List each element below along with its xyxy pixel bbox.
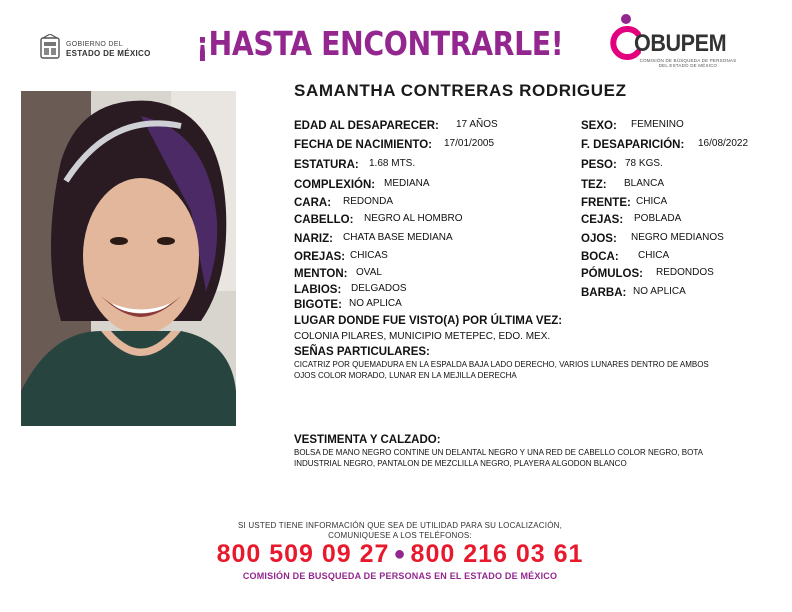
- senas-line1: CICATRIZ POR QUEMADURA EN LA ESPALDA BAJA LADO DERECHO, VARIOS LUNARES DENTRO DE AMBOS: [294, 360, 709, 369]
- lugar-value: COLONIA PILARES, MUNICIPIO METEPEC, EDO. MEX.: [294, 331, 551, 342]
- ojos-value: NEGRO MEDIANOS: [631, 232, 724, 243]
- vestimenta-line2: INDUSTRIAL NEGRO, PANTALON DE MEZCLILLA NEGRO, PLAYERA ALGODON BLANCO: [294, 459, 627, 468]
- footer-info-line1: SI USTED TIENE INFORMACIÓN QUE SEA DE UTILIDAD PARA SU LOCALIZACIÓN,: [237, 521, 563, 530]
- peso-label: PESO:: [581, 159, 617, 171]
- nariz-label: NARIZ:: [294, 233, 333, 245]
- pomulos-label: PÓMULOS:: [581, 268, 643, 280]
- tez-value: BLANCA: [624, 178, 665, 189]
- person-name: SAMANTHA CONTRERAS RODRIGUEZ: [294, 81, 627, 100]
- cobupem-subtitle: COMISIÓN DE BÚSQUEDA DE PERSONAS DEL ESTADO DE MÉXICO: [639, 58, 737, 68]
- gobierno-estado-mexico-logo: [38, 34, 158, 64]
- estatura-label: ESTATURA:: [294, 159, 359, 171]
- senas-line2: OJOS COLOR MORADO, LUNAR EN LA MEJILLA DERECHA: [294, 371, 517, 380]
- fecha-nacimiento-value: 17/01/2005: [444, 138, 495, 149]
- menton-value: OVAL: [356, 267, 382, 278]
- fecha-desaparicion-label: F. DESAPARICIÓN:: [581, 139, 685, 151]
- cara-value: REDONDA: [343, 196, 394, 207]
- page-title: ¡HASTA ENCONTRARLE!: [196, 24, 564, 63]
- edad-value: 17 AÑOS: [456, 119, 498, 130]
- nariz-value: CHATA BASE MEDIANA: [343, 232, 453, 243]
- state-crest-icon: [38, 34, 62, 62]
- barba-label: BARBA:: [581, 287, 627, 299]
- footer-commission: COMISIÓN DE BUSQUEDA DE PERSONAS EN EL ESTADO DE MÉXICO: [242, 571, 558, 581]
- phone-numbers: [140, 540, 660, 569]
- tez-label: TEZ:: [581, 179, 607, 191]
- vestimenta-line1: BOLSA DE MANO NEGRO CONTINE UN DELANTAL NEGRO Y UNA RED DE CABELLO COLOR NEGRO, BOTA: [294, 448, 703, 457]
- gov-logo-line2: ESTADO DE MÉXICO: [66, 49, 151, 58]
- phone-2[interactable]: 800 216 03 61: [410, 540, 584, 568]
- orejas-label: OREJAS:: [294, 251, 346, 263]
- vestimenta-label: VESTIMENTA Y CALZADO:: [294, 434, 441, 446]
- boca-value: CHICA: [638, 250, 670, 261]
- cara-label: CARA:: [294, 197, 332, 209]
- lugar-label: LUGAR DONDE FUE VISTO(A) POR ÚLTIMA VEZ:: [294, 315, 563, 327]
- senas-label: SEÑAS PARTICULARES:: [294, 346, 430, 358]
- menton-label: MENTON:: [294, 268, 348, 280]
- cejas-value: POBLADA: [634, 213, 682, 224]
- phone-1[interactable]: 800 509 09 27: [216, 540, 390, 568]
- frente-label: FRENTE:: [581, 197, 631, 209]
- edad-label: EDAD AL DESAPARECER:: [294, 120, 439, 132]
- bigote-value: NO APLICA: [349, 298, 402, 309]
- complexion-label: COMPLEXIÓN:: [294, 179, 376, 191]
- labios-label: LABIOS:: [294, 284, 342, 296]
- ojos-label: OJOS:: [581, 233, 617, 245]
- labios-value: DELGADOS: [351, 283, 407, 294]
- estatura-value: 1.68 MTS.: [369, 158, 416, 169]
- footer-info-line2: COMUNIQUESE A LOS TELÉFONOS:: [328, 531, 472, 540]
- cejas-label: CEJAS:: [581, 214, 624, 226]
- footer-info: [140, 521, 660, 541]
- complexion-value: MEDIANA: [384, 178, 430, 189]
- fecha-nacimiento-label: FECHA DE NACIMIENTO:: [294, 139, 432, 151]
- bigote-label: BIGOTE:: [294, 299, 342, 311]
- gov-logo-line1: GOBIERNO DEL: [66, 41, 123, 48]
- person-photo: [21, 91, 236, 426]
- pomulos-value: REDONDOS: [656, 267, 714, 278]
- cabello-label: CABELLO:: [294, 214, 354, 226]
- frente-value: CHICA: [636, 196, 668, 207]
- sexo-value: FEMENINO: [631, 119, 684, 130]
- cabello-value: NEGRO AL HOMBRO: [364, 213, 463, 224]
- sexo-label: SEXO:: [581, 120, 617, 132]
- bullet-separator: ●: [393, 543, 407, 565]
- fecha-desaparicion-value: 16/08/2022: [698, 138, 749, 149]
- peso-value: 78 KGS.: [625, 158, 663, 169]
- barba-value: NO APLICA: [633, 286, 686, 297]
- cobupem-logo: [604, 8, 754, 72]
- cobupem-wordmark: OBUPEM: [634, 30, 727, 57]
- boca-label: BOCA:: [581, 251, 619, 263]
- orejas-value: CHICAS: [350, 250, 388, 261]
